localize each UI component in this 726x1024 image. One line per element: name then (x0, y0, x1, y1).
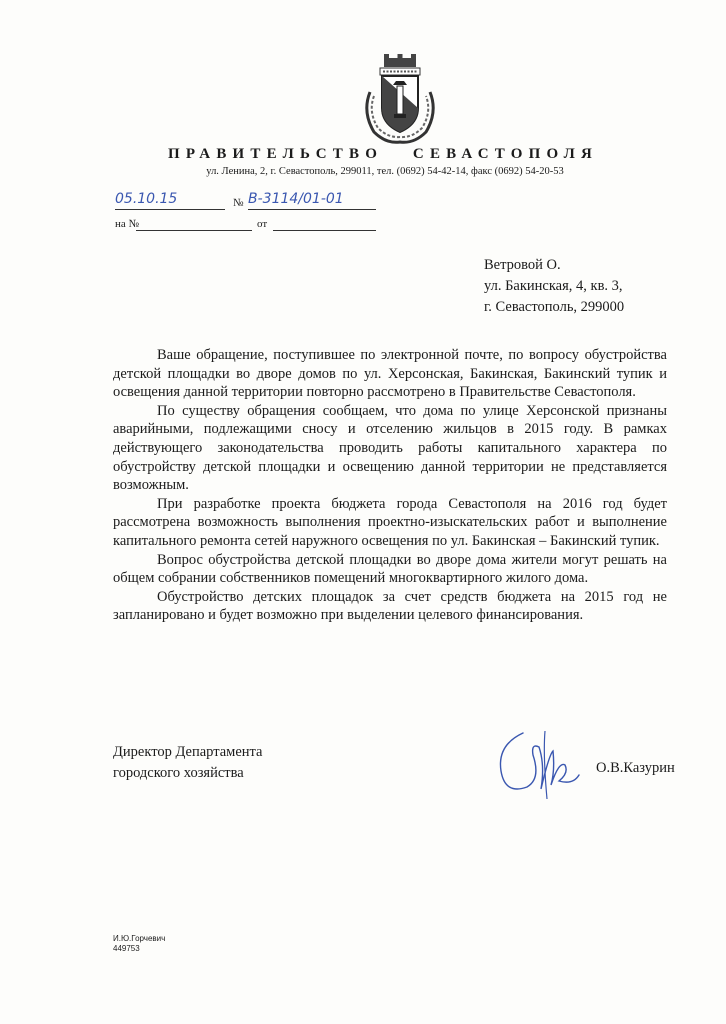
recipient-city: г. Севастополь, 299000 (484, 299, 625, 315)
paragraph-1: Ваше обращение, поступившее по электронной почте, по вопросу обустройства детской площадки во дворе домов по ул. Херсонская, Бакинская, Бакинский тупик и освещения данной территории повторно рассмотрено в Правительстве Севастополя. (113, 347, 667, 401)
incoming-date-blank (273, 230, 376, 231)
signatory-position-line2: городского хозяйства (113, 765, 244, 781)
signatory-name: О.В.Казурин (596, 760, 675, 776)
signatory-position-line1: Директор Департамента (113, 744, 263, 760)
recipient-block (484, 255, 624, 318)
paragraph-2: По существу обращения сообщаем, что дома по улице Херсонской признаны аварийными, подлежащими сносу и отселению жильцов в 2015 году. В рамках действующего законодательства проводить работы капитального характера по обустройству детской площадки и освещению данной территории не представляется возможным. (113, 402, 667, 494)
incoming-number-blank (136, 230, 252, 231)
recipient-street: ул. Бакинская, 4, кв. 3, (484, 278, 623, 294)
executor-name: И.Ю.Горчевич (113, 934, 166, 943)
outgoing-date: 05.10.15 (115, 190, 225, 210)
government-address: ул. Ленина, 2, г. Севастополь, 299011, тел. (0692) 54-42-14, факс (0692) 54-20-53 (206, 166, 564, 177)
paragraph-3: При разработке проекта бюджета города Севастополя на 2016 год будет рассмотрена возможность выполнения проектно-изыскательских работ и выполнение капитального ремонта сетей наружного освещения по ул. Бакинская – Бакинский тупик. (113, 495, 667, 549)
incoming-number-label: на № (115, 218, 140, 230)
executor-phone: 449753 (113, 944, 140, 953)
outgoing-number: В-3114/01-01 (248, 190, 376, 210)
signatory-position (113, 742, 263, 784)
paragraph-5: Обустройство детских площадок за счет средств бюджета на 2015 год не запланировано и будет возможно при выделении целевого финансирования. (113, 588, 667, 624)
letter-body (113, 346, 667, 625)
handwritten-signature (493, 725, 583, 801)
sevastopol-coat-of-arms-emblem (360, 52, 440, 146)
executor-block (113, 934, 165, 954)
paragraph-4: Вопрос обустройства детской площадки во дворе дома жители могут решать на общем собрании собственников помещений многоквартирного жилого дома. (113, 551, 667, 587)
incoming-date-label: от (257, 218, 268, 230)
outgoing-number-label: № (233, 197, 244, 209)
recipient-name: Ветровой О. (484, 257, 561, 273)
government-title: ПРАВИТЕЛЬСТВО СЕВАСТОПОЛЯ (168, 146, 598, 162)
